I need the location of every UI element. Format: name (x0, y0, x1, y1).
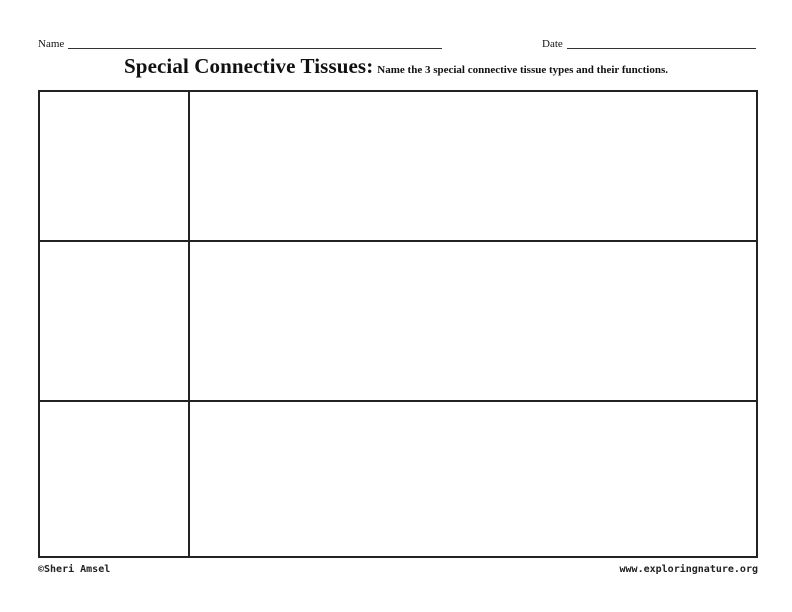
website-text: www.exploringnature.org (619, 564, 758, 575)
header-fields (38, 34, 756, 50)
tissue-type-cell-2[interactable] (40, 242, 190, 402)
name-field (38, 38, 442, 50)
title-main: Special Connective Tissues: (124, 54, 374, 78)
tissue-type-cell-3[interactable] (40, 402, 190, 556)
date-line[interactable] (567, 39, 756, 49)
tissue-table (38, 90, 758, 558)
tissue-type-cell-1[interactable] (40, 92, 190, 242)
tissue-function-cell-3[interactable] (190, 402, 756, 556)
worksheet-title (0, 54, 792, 79)
name-line[interactable] (68, 39, 442, 49)
tissue-function-cell-2[interactable] (190, 242, 756, 402)
name-label: Name (38, 38, 65, 50)
title-instruction: Name the 3 special connective tissue types and their functions. (377, 64, 668, 76)
date-field (542, 38, 756, 50)
date-label: Date (542, 38, 563, 50)
copyright-text: ©Sheri Amsel (38, 564, 111, 575)
tissue-function-cell-1[interactable] (190, 92, 756, 242)
footer (38, 564, 758, 578)
